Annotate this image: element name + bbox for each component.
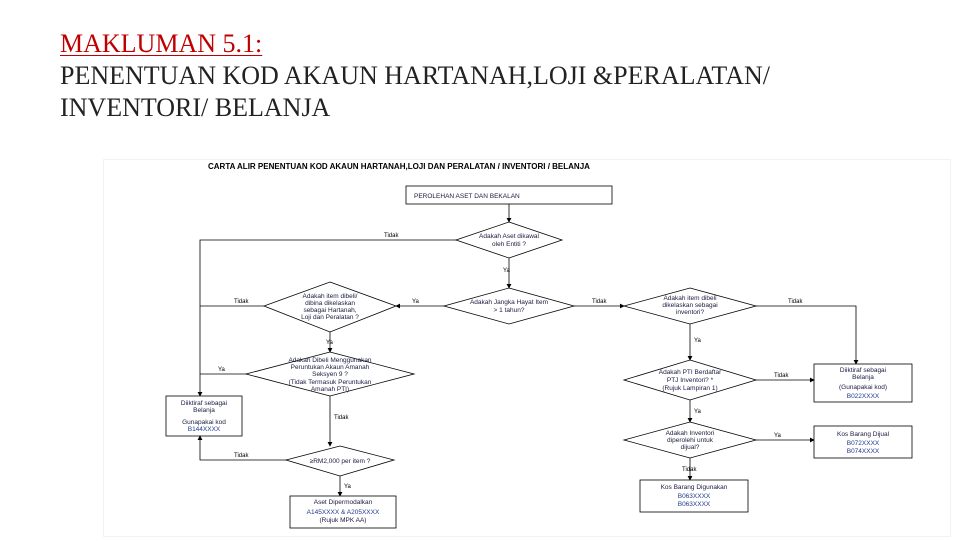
goods-sold-code-2: B074XXXX (846, 448, 880, 455)
decision-section9-line5: Amanah PTI) (310, 386, 350, 393)
flowchart-figure (104, 160, 950, 536)
expense-right-code: B022XXXX (846, 393, 880, 400)
label-tidak-8: Tidak (682, 467, 697, 473)
decision-inventory-line3: inventori? (675, 309, 705, 316)
decision-asset-controlled-line2: oleh Entiti ? (492, 241, 526, 248)
label-tidak-3: Tidak (234, 299, 249, 305)
decision-inventory-line1: Adakah item dibeli (663, 295, 717, 302)
start-text: PEROLEHAN ASET DAN BEKALAN (414, 193, 520, 200)
label-ya-3: Ya (326, 340, 333, 346)
expense-right-line2: Belanja (852, 374, 874, 381)
label-ya-6: Ya (694, 338, 701, 344)
expense-code: B144XXXX (187, 426, 221, 433)
decision-ppe-line1: Adakah item dibeli/ (302, 293, 358, 300)
expense-right-line1: Diiktiraf sebagai (839, 367, 887, 374)
decision-life-span-line2: > 1 tahun? (493, 307, 525, 314)
label-ya-8: Ya (774, 433, 781, 439)
decision-pti-line1: Adakah PTI Berdaftar (658, 369, 722, 376)
title-line-3: INVENTORI/ BELANJA (60, 93, 331, 122)
label-tidak-2: Tidak (592, 299, 607, 305)
decision-asset-controlled-line1: Adakah Aset dikawal (479, 233, 539, 240)
label-ya-5: Ya (344, 484, 351, 490)
decision-ppe-line4: Loji dan Peralatan ? (301, 314, 359, 321)
expense-line4: Gunapakai kod (182, 419, 226, 426)
decision-ppe-line3: sebagai Hartanah, (303, 307, 357, 314)
decision-section9-line4: (Tidak Termasuk Peruntukan (288, 379, 372, 386)
label-tidak-1: Tidak (384, 233, 399, 239)
goods-sold-title: Kos Barang Dijual (836, 431, 890, 438)
decision-inventory-use-line2: diperolehi untuk (667, 437, 713, 444)
decision-inventory-use-line1: Adakah Inventori (665, 430, 715, 437)
decision-ppe-line2: dibina dikelaskan (305, 300, 355, 307)
label-ya-7: Ya (694, 409, 701, 415)
decision-pti-line2: PTJ Inventori? * (666, 377, 714, 384)
label-tidak-5: Tidak (234, 453, 249, 459)
label-tidak-6: Tidak (788, 299, 803, 305)
title-line-2: PENENTUAN KOD AKAUN HARTANAH,LOJI &PERALATAN/ (60, 61, 770, 90)
capitalised-line1: Aset Dipermodalkan (313, 499, 373, 506)
decision-pti-line3: (Rujuk Lampiran 1) (662, 385, 718, 392)
capitalised-note: (Rujuk MPK AA) (319, 517, 367, 524)
capitalised-codes: A145XXXX & A205XXXX (306, 509, 380, 516)
flowchart-title: CARTA ALIR PENENTUAN KOD AKAUN HARTANAH,LOJI DAN PERALATAN / INVENTORI / BELANJA (208, 162, 590, 171)
goods-used-code-2: B063XXXX (677, 501, 711, 508)
slide-title (60, 28, 940, 124)
label-tidak-4: Tidak (334, 415, 349, 421)
label-tidak-7: Tidak (774, 373, 789, 379)
decision-section9-line2: Peruntukan Akaun Amanah (290, 364, 370, 371)
goods-sold-code-1: B072XXXX (846, 440, 880, 447)
goods-used-code-1: B063XXXX (677, 493, 711, 500)
decision-section9-line3: Seksyen 9 ? (312, 371, 348, 378)
expense-line2: Belanja (193, 407, 215, 414)
label-ya-2: Ya (412, 299, 419, 305)
decision-inventory-use-line3: dijual? (680, 444, 700, 451)
decision-section9-line1: Adakah Dibeli Menggunakan (288, 357, 372, 364)
flowchart-svg (104, 160, 950, 536)
expense-right-line3: (Gunapakai kod) (838, 384, 888, 391)
goods-used-title: Kos Barang Digunakan (660, 484, 728, 491)
decision-asset-controlled (456, 222, 562, 258)
decision-inventory-line2: dikelaskan sebagai (662, 302, 718, 309)
expense-line1: Diiktiraf sebagai (180, 400, 228, 407)
decision-life-span-line1: Adakah Jangka Hayat Item (469, 299, 549, 306)
decision-life-span (444, 288, 574, 324)
label-ya-4: Ya (218, 367, 225, 373)
decision-rm2000-text: ≥RM2,000 per item ? (309, 458, 371, 465)
title-line-1: MAKLUMAN 5.1: (60, 29, 263, 58)
label-ya-1: Ya (503, 268, 510, 274)
